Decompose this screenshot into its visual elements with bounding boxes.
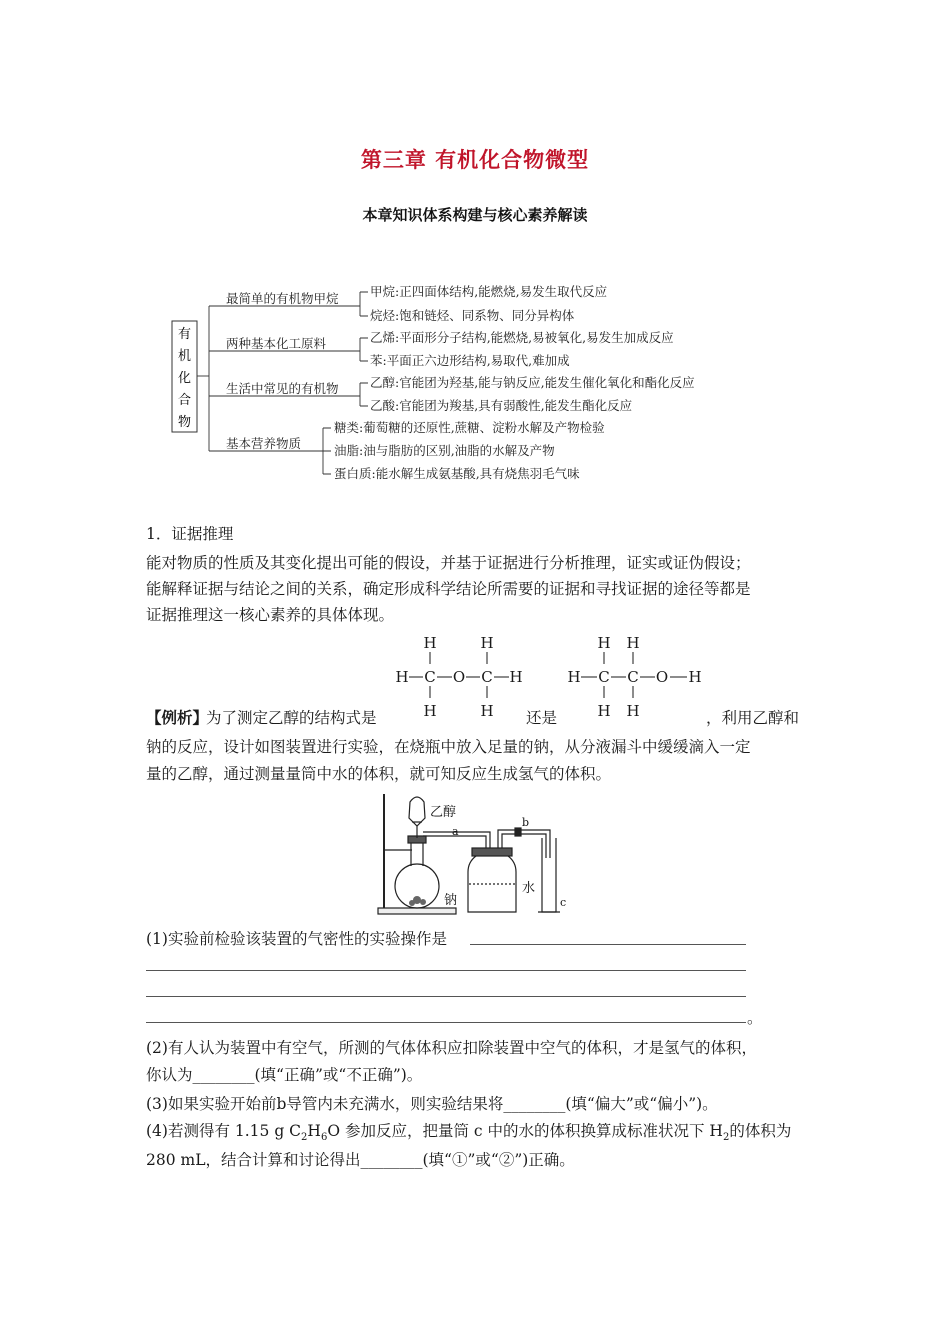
- body-line: 证据推理这一核心素养的具体体现。: [146, 606, 395, 624]
- branch-label: 最简单的有机物甲烷: [226, 291, 339, 306]
- leaf-text: 苯:平面正六边形结构,易取代,难加成: [370, 353, 570, 368]
- leaf-text: 乙烯:平面形分子结构,能燃烧,易被氧化,易发生加成反应: [370, 330, 674, 345]
- section-heading: 1．证据推理: [146, 525, 234, 543]
- branch-label: 两种基本化工原料: [226, 336, 327, 351]
- formula1-bottom-h: H: [480, 702, 494, 720]
- label-a: a: [452, 825, 459, 838]
- label-b: b: [522, 816, 530, 829]
- formula2-bottom-h: H: [597, 702, 611, 720]
- question-3: (3)如果实验开始前b导管内未充满水，则实验结果将________(填“偏大”或“偏小”)。: [146, 1095, 718, 1113]
- formula2-top-h: H: [597, 634, 611, 652]
- chapter-title: 第三章 有机化合物微型: [360, 148, 590, 172]
- question-1-end: 。: [747, 1009, 763, 1027]
- formula1-atom: C: [424, 668, 436, 686]
- apparatus-diagram: [370, 788, 590, 920]
- question-1: (1)实验前检验该装置的气密性的实验操作是: [146, 930, 447, 948]
- branch-label: 基本营养物质: [226, 436, 302, 451]
- formula2-atom: H: [688, 668, 702, 686]
- answer-blank-line[interactable]: [470, 944, 746, 945]
- formula2-atom: O: [655, 668, 669, 686]
- formula1-atom: H: [395, 668, 409, 686]
- label-water: 水: [522, 881, 536, 896]
- root-char: 有: [177, 327, 192, 342]
- example-text: 还是: [526, 709, 558, 727]
- example-text: 钠的反应，设计如图装置进行实验，在烧瓶中放入足量的钠，从分液漏斗中缓缓滴入一定: [146, 738, 751, 756]
- formula2-atom: H: [567, 668, 581, 686]
- leaf-text: 乙酸:官能团为羧基,具有弱酸性,能发生酯化反应: [370, 398, 633, 413]
- formula1-top-h: H: [480, 634, 494, 652]
- formula1-atom: H: [509, 668, 523, 686]
- root-char: 物: [177, 415, 192, 430]
- leaf-text: 蛋白质:能水解生成氨基酸,具有烧焦羽毛气味: [334, 466, 580, 481]
- example-text: ，利用乙醇和: [706, 709, 800, 727]
- question-2-line: 你认为________(填“正确”或“不正确”)。: [146, 1066, 423, 1084]
- example-text: 量的乙醇，通过测量量筒中水的体积，就可知反应生成氢气的体积。: [146, 765, 612, 783]
- knowledge-tree-diagram: [0, 0, 950, 500]
- formula1-atom: O: [452, 668, 466, 686]
- question-2-line: (2)有人认为装置中有空气，所测的气体体积应扣除装置中空气的体积，才是氢气的体积，: [146, 1039, 757, 1057]
- formula1-bottom-h: H: [423, 702, 437, 720]
- label-c: c: [560, 896, 567, 909]
- formula2-atom: C: [598, 668, 610, 686]
- answer-blank-line[interactable]: [146, 1022, 746, 1023]
- formula2-bottom-h: H: [626, 702, 640, 720]
- root-char: 机: [177, 349, 192, 364]
- formula2-top-h: H: [626, 634, 640, 652]
- label-sodium: 钠: [444, 893, 458, 908]
- leaf-text: 糖类:葡萄糖的还原性,蔗糖、淀粉水解及产物检验: [334, 420, 605, 435]
- formula1-top-h: H: [423, 634, 437, 652]
- formula1-atom: C: [481, 668, 493, 686]
- label-ethanol: 乙醇: [430, 805, 457, 820]
- answer-blank-line[interactable]: [146, 970, 746, 971]
- branch-label: 生活中常见的有机物: [226, 381, 339, 396]
- example-tag: 【例析】: [146, 709, 209, 727]
- root-char: 化: [177, 371, 192, 386]
- body-line: 能解释证据与结论之间的关系，确定形成科学结论所需要的证据和寻找证据的途径等都是: [146, 580, 751, 598]
- root-char: 合: [177, 393, 192, 408]
- leaf-text: 烷烃:饱和链烃、同系物、同分异构体: [370, 308, 575, 323]
- leaf-text: 油脂:油与脂肪的区别,油脂的水解及产物: [334, 443, 555, 458]
- leaf-text: 甲烷:正四面体结构,能燃烧,易发生取代反应: [370, 284, 608, 299]
- formula2-atom: C: [627, 668, 639, 686]
- section-title: 本章知识体系构建与核心素养解读: [362, 206, 588, 224]
- question-4-line: (4)若测得有 1.15 g $C_2H_6O$ 参加反应，把量筒 c 中的水的体积换算成标准状况下 $H_2$的体积为: [146, 1122, 792, 1144]
- leaf-text: 乙醇:官能团为羟基,能与钠反应,能发生催化氧化和酯化反应: [370, 375, 695, 390]
- example-text: 为了测定乙醇的结构式是: [206, 709, 377, 727]
- question-4-line: 280 mL，结合计算和讨论得出________(填“①”或“②”)正确。: [146, 1151, 575, 1169]
- answer-blank-line[interactable]: [146, 996, 746, 997]
- formula-bonds: [409, 652, 687, 698]
- body-line: 能对物质的性质及其变化提出可能的假设，并基于证据进行分析推理，证实或证伪假设；: [146, 554, 751, 572]
